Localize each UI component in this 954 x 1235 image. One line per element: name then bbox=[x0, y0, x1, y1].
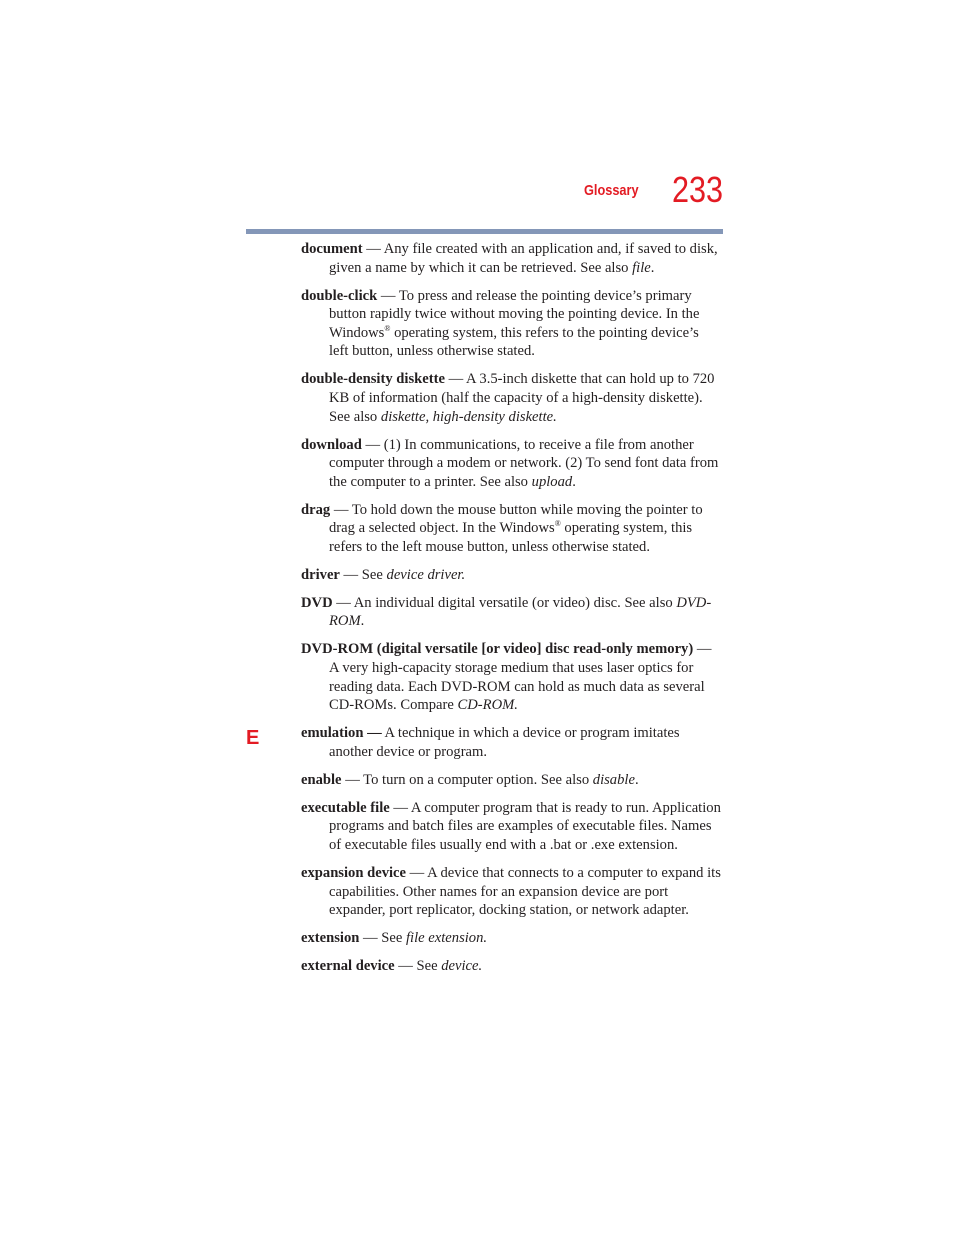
entry-definition-continued: operating system, this refers to the left mouse button, unless otherwise stated. bbox=[329, 520, 693, 555]
glossary-entry-external-device bbox=[301, 957, 721, 976]
header-rule bbox=[246, 229, 723, 234]
entry-cross-reference: upload bbox=[531, 473, 573, 490]
entry-definition: — A 3.5-inch diskette that can hold up to 720 KB of information (half the capacity of a high-density diskette). See also bbox=[329, 371, 715, 425]
entry-definition: — To hold down the mouse button while moving the pointer to drag a selected object. In the Windows bbox=[329, 501, 703, 537]
entry-definition: — See bbox=[359, 930, 406, 947]
entry-cross-reference: device driver. bbox=[386, 566, 466, 583]
entry-definition: — To press and release the pointing device’s primary button rapidly twice without moving the pointing device. In the Windows bbox=[329, 287, 700, 341]
entry-end: . bbox=[572, 473, 576, 490]
glossary-entry-driver bbox=[301, 566, 721, 585]
glossary-entry-double-density-diskette bbox=[301, 370, 721, 426]
registered-mark: ® bbox=[384, 323, 391, 333]
entry-term: external device bbox=[301, 958, 395, 975]
entry-definition-continued: operating system, this refers to the pointing device’s left button, unless otherwise stated. bbox=[329, 324, 699, 360]
glossary-entry-enable bbox=[301, 771, 721, 790]
entry-definition: — (1) In communications, to receive a file from another computer through a modem or network. (2) To send font data from the computer to a printer. See also bbox=[329, 436, 719, 490]
entry-cross-reference: file extension. bbox=[406, 930, 488, 947]
entry-term: download bbox=[301, 436, 362, 453]
entry-definition: — See bbox=[339, 566, 387, 583]
entry-term: drag bbox=[301, 501, 331, 518]
glossary-entry-double-click bbox=[301, 287, 721, 361]
glossary-entries bbox=[301, 240, 721, 985]
glossary-entry-dvd-rom bbox=[301, 640, 721, 714]
entry-definition: — A device that connects to a computer to expand its capabilities. Other names for an expansion device are port expander, port replicator, docking station, or network adapter. bbox=[329, 864, 721, 919]
entry-cross-reference: DVD-ROM bbox=[329, 594, 712, 630]
glossary-entry-expansion-device bbox=[301, 864, 721, 920]
glossary-entry-executable-file bbox=[301, 799, 721, 855]
entry-definition: — An individual digital versatile (or video) disc. See also bbox=[332, 594, 677, 611]
entry-cross-reference: disable bbox=[592, 771, 635, 788]
section-letter-marker: E bbox=[246, 727, 260, 749]
entry-term: enable bbox=[301, 771, 342, 788]
entry-term: emulation — bbox=[301, 725, 382, 742]
entry-term: extension bbox=[301, 930, 360, 947]
entry-definition: A technique in which a device or program imitates another device or program. bbox=[329, 725, 680, 760]
entry-term: DVD bbox=[301, 594, 333, 611]
entry-term: DVD-ROM (digital versatile [or video] disc read-only memory) bbox=[301, 641, 694, 658]
glossary-entry-drag bbox=[301, 501, 721, 557]
registered-mark: ® bbox=[554, 519, 561, 529]
running-header-section: Glossary bbox=[584, 182, 639, 199]
page-number: 233 bbox=[671, 169, 723, 210]
glossary-entry-dvd bbox=[301, 594, 721, 631]
entry-definition: — A computer program that is ready to run. Application programs and batch files are examples of executable files. Names of executable files usually end with a .bat or .exe extension. bbox=[329, 799, 721, 853]
glossary-entry-extension bbox=[301, 929, 721, 948]
entry-cross-reference: device. bbox=[441, 958, 483, 975]
entry-definition: — A very high-capacity storage medium that uses laser optics for reading data. Each DVD-ROM can hold as much data as several CD-ROMs. Compare bbox=[329, 641, 712, 714]
glossary-entry-document bbox=[301, 240, 721, 277]
entry-term: document bbox=[301, 241, 363, 257]
entry-definition: — See bbox=[394, 958, 442, 975]
entry-cross-reference: CD-ROM. bbox=[457, 697, 518, 714]
entry-end: . bbox=[650, 259, 655, 276]
glossary-entry-download bbox=[301, 436, 721, 492]
entry-term: double-click bbox=[301, 287, 378, 304]
entry-cross-reference: diskette, high-density diskette. bbox=[380, 408, 557, 425]
glossary-entry-emulation bbox=[301, 724, 721, 761]
entry-cross-reference: file bbox=[632, 259, 651, 276]
entry-end: . bbox=[360, 613, 365, 630]
entry-term: executable file bbox=[301, 799, 390, 816]
entry-end: . bbox=[634, 771, 639, 788]
entry-term: expansion device bbox=[301, 864, 406, 881]
entry-definition: — To turn on a computer option. See also bbox=[341, 771, 593, 788]
entry-term: driver bbox=[301, 566, 340, 583]
entry-term: double-density diskette bbox=[301, 371, 445, 388]
entry-definition: — Any file created with an application and, if saved to disk, given a name by which it can be retrieved. See also bbox=[329, 241, 718, 276]
